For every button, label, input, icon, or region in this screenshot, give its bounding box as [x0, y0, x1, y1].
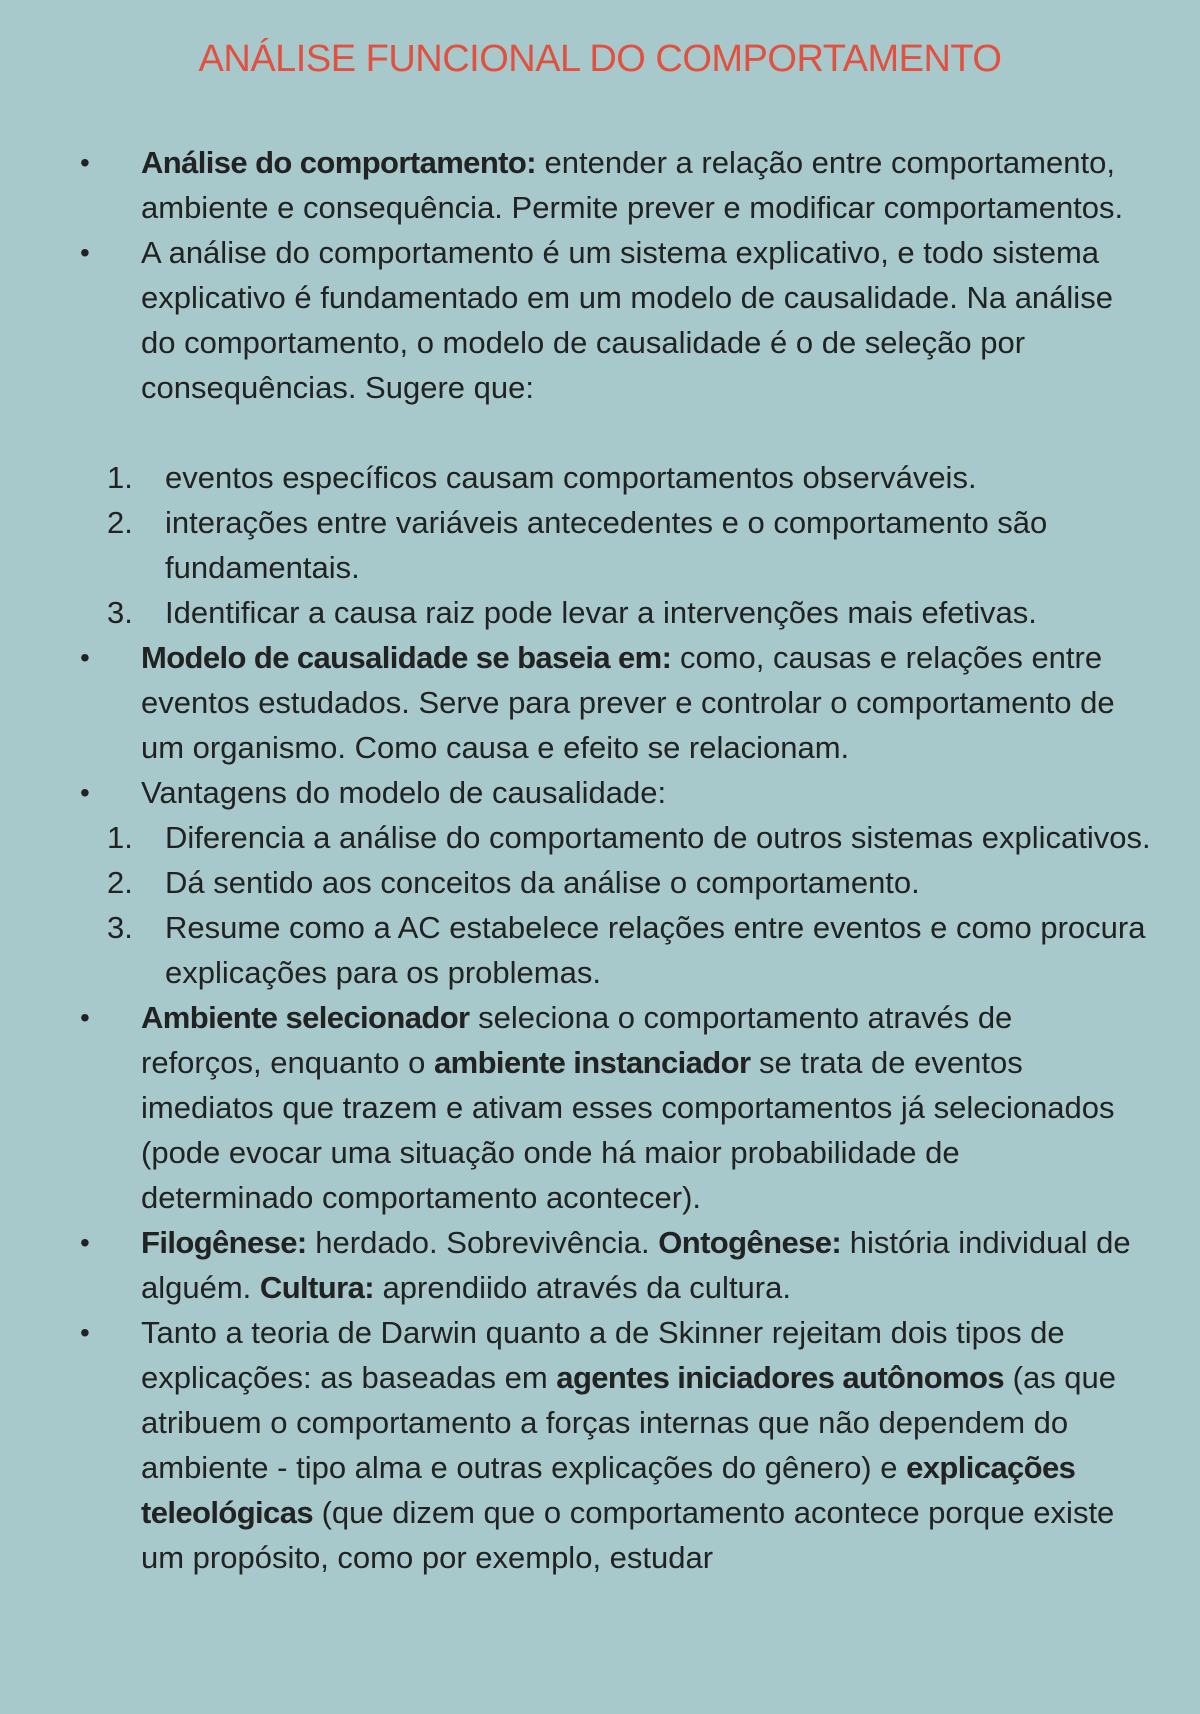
- item-text: Resume como a AC estabelece relações entre eventos e como procura explicações para os problemas.: [165, 910, 1146, 990]
- bullet-text: como, causas e relações entre eventos estudados. Serve para prever e controlar o comportamento de um organismo. Como causa e efeito se relacionam.: [141, 640, 1115, 765]
- bullet-item-sistema-explicativo: [0, 230, 1200, 410]
- item-text: Identificar a causa raiz pode levar a intervenções mais efetivas.: [165, 595, 1037, 630]
- bullet-item-filogenese: [0, 1220, 1200, 1310]
- bold-term: Cultura:: [259, 1270, 374, 1305]
- item-number: 3.: [107, 910, 133, 945]
- bold-term: Análise do comportamento:: [141, 145, 536, 180]
- bullet-item-vantagens: [0, 770, 1200, 815]
- item-number: 2.: [107, 505, 133, 540]
- bullet-dot: •: [80, 1317, 90, 1348]
- bold-term: agentes iniciadores autônomos: [556, 1360, 1005, 1395]
- numbered-item: [0, 590, 1200, 635]
- item-number: 1.: [107, 460, 133, 495]
- numbered-item: [0, 905, 1200, 995]
- item-number: 1.: [107, 820, 133, 855]
- spacer: [0, 410, 1200, 455]
- bullet-dot: •: [80, 642, 90, 673]
- bold-term: explicações teleológicas: [141, 1450, 1076, 1530]
- document-content: [0, 140, 1200, 1580]
- item-text: eventos específicos causam comportamentos observáveis.: [165, 460, 977, 495]
- item-text: Dá sentido aos conceitos da análise o comportamento.: [165, 865, 920, 900]
- item-text: interações entre variáveis antecedentes e o comportamento são fundamentais.: [165, 505, 1048, 585]
- bullet-dot: •: [80, 1002, 90, 1033]
- bullet-text: seleciona o comportamento através de reforços, enquanto o: [141, 1000, 1013, 1080]
- bullet-dot: •: [80, 777, 90, 808]
- bullet-dot: •: [80, 147, 90, 178]
- numbered-item: [0, 860, 1200, 905]
- item-number: 2.: [107, 865, 133, 900]
- bullet-text: história individual de alguém.: [141, 1225, 1131, 1305]
- bold-term: ambiente instanciador: [433, 1045, 751, 1080]
- bullet-text: (que dizem que o comportamento acontece porque existe um propósito, como por exemplo, estudar: [141, 1495, 1115, 1575]
- numbered-item: [0, 500, 1200, 590]
- bullet-text: Vantagens do modelo de causalidade:: [141, 775, 667, 810]
- item-number: 3.: [107, 595, 133, 630]
- bullet-text: se trata de eventos imediatos que trazem e ativam esses comportamentos já selecionados (pode evocar uma situação onde há maior probabilidade de determinado comportamento acontecer).: [141, 1045, 1115, 1215]
- bullet-item-ambiente: [0, 995, 1200, 1220]
- numbered-item: [0, 815, 1200, 860]
- bold-term: Modelo de causalidade se baseia em:: [141, 640, 672, 675]
- bold-term: Ontogênese:: [658, 1225, 842, 1260]
- bullet-item-darwin-skinner: [0, 1310, 1200, 1580]
- bullet-text: aprendiido através da cultura.: [373, 1270, 791, 1305]
- bullet-item-analise: [0, 140, 1200, 230]
- bold-term: Filogênese:: [141, 1225, 307, 1260]
- bullet-text: herdado. Sobrevivência.: [306, 1225, 659, 1260]
- bullet-dot: •: [80, 237, 90, 268]
- bold-term: Ambiente selecionador: [141, 1000, 470, 1035]
- bullet-text: entender a relação entre comportamento, ambiente e consequência. Permite prever e modificar comportamentos.: [141, 145, 1124, 225]
- bullet-text: (as que atribuem o comportamento a forças internas que não dependem do ambiente - tipo alma e outras explicações do gênero) e: [141, 1360, 1117, 1485]
- bullet-item-modelo-causalidade: [0, 635, 1200, 770]
- page-title: ANÁLISE FUNCIONAL DO COMPORTAMENTO: [198, 38, 1002, 80]
- item-text: Diferencia a análise do comportamento de outros sistemas explicativos.: [165, 820, 1151, 855]
- bullet-dot: •: [80, 1227, 90, 1258]
- bullet-text: A análise do comportamento é um sistema explicativo, e todo sistema explicativo é fundamentado em um modelo de causalidade. Na análise do comportamento, o modelo de causalidade é o de seleção por consequências. Sugere que:: [141, 235, 1113, 405]
- bullet-text: Tanto a teoria de Darwin quanto a de Skinner rejeitam dois tipos de explicações: as baseadas em: [141, 1315, 1065, 1395]
- numbered-item: [0, 455, 1200, 500]
